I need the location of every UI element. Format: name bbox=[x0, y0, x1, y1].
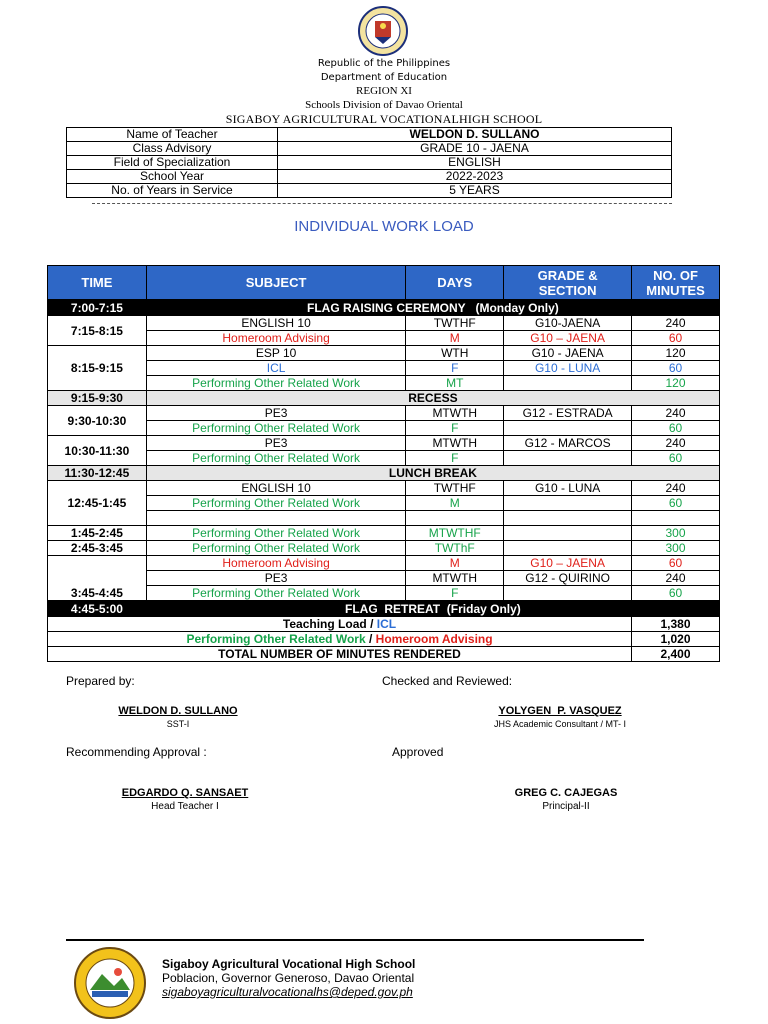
table-row bbox=[48, 451, 720, 466]
col-header-days: DAYS bbox=[406, 266, 504, 300]
info-row bbox=[67, 156, 672, 170]
table-row bbox=[48, 541, 720, 556]
subject-cell: Performing Other Related Work bbox=[146, 586, 406, 601]
deped-seal-logo bbox=[348, 6, 418, 56]
page-title: INDIVIDUAL WORK LOAD bbox=[294, 218, 474, 235]
flag-retreat-label: FLAG RETREAT (Friday Only) bbox=[146, 601, 719, 617]
minutes-cell: 60 bbox=[632, 451, 720, 466]
subject-cell: Performing Other Related Work bbox=[146, 496, 406, 511]
grade-cell bbox=[504, 586, 632, 601]
info-value: 2022-2023 bbox=[278, 170, 672, 184]
info-value: 5 YEARS bbox=[278, 184, 672, 198]
time-cell: 9:15-9:30 bbox=[48, 391, 147, 406]
slash-separator: / bbox=[368, 632, 373, 646]
subject-cell: PE3 bbox=[146, 436, 406, 451]
total-minutes-label: TOTAL NUMBER OF MINUTES RENDERED bbox=[48, 647, 632, 662]
days-cell bbox=[406, 511, 504, 526]
minutes-cell: 300 bbox=[632, 526, 720, 541]
subject-cell: Performing Other Related Work bbox=[146, 526, 406, 541]
table-row bbox=[48, 316, 720, 331]
preparer-title: SST-I bbox=[166, 719, 190, 729]
table-row bbox=[48, 556, 720, 571]
table-row bbox=[48, 511, 720, 526]
days-cell: TWTHF bbox=[406, 316, 504, 331]
subject-cell: Homeroom Advising bbox=[146, 556, 406, 571]
info-row bbox=[67, 170, 672, 184]
table-row bbox=[48, 526, 720, 541]
table-row bbox=[48, 376, 720, 391]
days-cell: MTWTH bbox=[406, 571, 504, 586]
subject-cell: ENGLISH 10 bbox=[146, 481, 406, 496]
teaching-load-text: Teaching Load bbox=[282, 617, 367, 631]
subject-cell: ESP 10 bbox=[146, 346, 406, 361]
grade-cell: G10-JAENA bbox=[504, 316, 632, 331]
time-cell: 7:15-8:15 bbox=[48, 316, 147, 346]
grade-cell bbox=[504, 526, 632, 541]
total-row bbox=[48, 632, 720, 647]
lunch-label: LUNCH BREAK bbox=[146, 466, 719, 481]
minutes-cell: 240 bbox=[632, 406, 720, 421]
flag-raising-row bbox=[48, 300, 720, 316]
grade-cell bbox=[504, 451, 632, 466]
subject-cell: Performing Other Related Work bbox=[146, 376, 406, 391]
days-cell: MT bbox=[406, 376, 504, 391]
time-cell: 10:30-11:30 bbox=[48, 436, 147, 466]
days-cell: MTWTH bbox=[406, 406, 504, 421]
grade-cell: G12 - MARCOS bbox=[504, 436, 632, 451]
footer-school-name: Sigaboy Agricultural Vocational High School bbox=[162, 957, 416, 971]
minutes-cell: 240 bbox=[632, 316, 720, 331]
homeroom-text: Homeroom Advising bbox=[375, 632, 493, 646]
days-cell: M bbox=[406, 556, 504, 571]
table-row bbox=[48, 331, 720, 346]
teacher-info-table bbox=[66, 127, 672, 198]
minutes-cell: 300 bbox=[632, 541, 720, 556]
minutes-cell: 60 bbox=[632, 421, 720, 436]
info-label: Field of Specialization bbox=[67, 156, 278, 170]
info-value: GRADE 10 - JAENA bbox=[278, 142, 672, 156]
subject-cell: Homeroom Advising bbox=[146, 331, 406, 346]
minutes-cell: 240 bbox=[632, 436, 720, 451]
subject-cell: Performing Other Related Work bbox=[146, 451, 406, 466]
grade-cell: G10 – JAENA bbox=[504, 331, 632, 346]
grade-cell bbox=[504, 376, 632, 391]
total-row bbox=[48, 647, 720, 662]
table-row bbox=[48, 421, 720, 436]
subject-cell: PE3 bbox=[146, 571, 406, 586]
preparer-name: WELDON D. SULLANO bbox=[118, 705, 238, 717]
time-cell: 11:30-12:45 bbox=[48, 466, 147, 481]
approver-name: GREG C. CAJEGAS bbox=[514, 787, 618, 799]
days-cell: TWThF bbox=[406, 541, 504, 556]
recommending-approval-label: Recommending Approval : bbox=[66, 745, 207, 759]
minutes-cell: 120 bbox=[632, 346, 720, 361]
checked-reviewed-label: Checked and Reviewed: bbox=[382, 674, 513, 688]
grade-cell: G10 - LUNA bbox=[504, 481, 632, 496]
time-cell: 7:00-7:15 bbox=[48, 300, 147, 316]
porw-text: Performing Other Related Work bbox=[186, 632, 366, 646]
days-cell: M bbox=[406, 331, 504, 346]
footer-address: Poblacion, Governor Generoso, Davao Oriental bbox=[162, 971, 415, 985]
time-cell: 8:15-9:15 bbox=[48, 346, 147, 391]
header-region: REGION XI bbox=[356, 85, 412, 97]
minutes-cell: 120 bbox=[632, 376, 720, 391]
flag-retreat-row bbox=[48, 601, 720, 617]
header-republic: Republic of the Philippines bbox=[317, 58, 451, 69]
days-cell: MTWTHF bbox=[406, 526, 504, 541]
minutes-cell: 60 bbox=[632, 556, 720, 571]
recess-row bbox=[48, 391, 720, 406]
subject-cell: PE3 bbox=[146, 406, 406, 421]
col-header-time: TIME bbox=[48, 266, 147, 300]
checker-title: JHS Academic Consultant / MT- I bbox=[493, 719, 627, 729]
minutes-cell: 60 bbox=[632, 331, 720, 346]
subject-cell: ICL bbox=[146, 361, 406, 376]
time-cell: 12:45-1:45 bbox=[48, 481, 147, 526]
minutes-cell: 240 bbox=[632, 571, 720, 586]
table-row bbox=[48, 496, 720, 511]
minutes-cell: 60 bbox=[632, 586, 720, 601]
info-value: ENGLISH bbox=[278, 156, 672, 170]
header-school-name: SIGABOY AGRICULTURAL VOCATIONALHIGH SCHOOL bbox=[225, 112, 543, 126]
recess-label: RECESS bbox=[146, 391, 719, 406]
days-cell: M bbox=[406, 496, 504, 511]
time-cell: 4:45-5:00 bbox=[48, 601, 147, 617]
info-label: Class Advisory bbox=[67, 142, 278, 156]
info-label: School Year bbox=[67, 170, 278, 184]
subject-cell bbox=[146, 511, 406, 526]
grade-cell bbox=[504, 496, 632, 511]
time-cell: 9:30-10:30 bbox=[48, 406, 147, 436]
dashed-divider bbox=[92, 203, 672, 204]
grade-cell bbox=[504, 511, 632, 526]
checker-name: YOLYGEN P. VASQUEZ bbox=[498, 705, 622, 717]
footer-divider bbox=[66, 939, 644, 941]
grade-cell: G10 – JAENA bbox=[504, 556, 632, 571]
days-cell: WTH bbox=[406, 346, 504, 361]
flag-raising-label: FLAG RAISING CEREMONY (Monday Only) bbox=[146, 300, 719, 316]
school-seal-logo bbox=[70, 946, 150, 1020]
minutes-cell: 60 bbox=[632, 361, 720, 376]
total-minutes-value: 2,400 bbox=[632, 647, 720, 662]
approved-label: Approved bbox=[392, 745, 444, 759]
prepared-by-label: Prepared by: bbox=[66, 674, 135, 688]
minutes-cell: 60 bbox=[632, 496, 720, 511]
lunch-row bbox=[48, 466, 720, 481]
subject-cell: Performing Other Related Work bbox=[146, 541, 406, 556]
minutes-cell bbox=[632, 511, 720, 526]
subject-cell: Performing Other Related Work bbox=[146, 421, 406, 436]
info-label: Name of Teacher bbox=[67, 128, 278, 142]
col-header-minutes: NO. OF MINUTES bbox=[632, 266, 720, 300]
info-row bbox=[67, 128, 672, 142]
icl-text: ICL bbox=[376, 617, 397, 631]
days-cell: F bbox=[406, 451, 504, 466]
time-cell: 3:45-4:45 bbox=[48, 556, 147, 601]
table-row bbox=[48, 361, 720, 376]
grade-cell: G10 - LUNA bbox=[504, 361, 632, 376]
table-row bbox=[48, 346, 720, 361]
grade-cell: G12 - QUIRINO bbox=[504, 571, 632, 586]
header-division: Schools Division of Davao Oriental bbox=[305, 99, 463, 111]
info-row bbox=[67, 142, 672, 156]
grade-cell: G12 - ESTRADA bbox=[504, 406, 632, 421]
info-row bbox=[67, 184, 672, 198]
workload-table bbox=[47, 265, 720, 662]
table-row bbox=[48, 406, 720, 421]
days-cell: F bbox=[406, 586, 504, 601]
table-header-row bbox=[48, 266, 720, 300]
porw-minutes: 1,020 bbox=[632, 632, 720, 647]
col-header-subject: SUBJECT bbox=[146, 266, 406, 300]
slash-separator: / bbox=[370, 617, 374, 631]
days-cell: F bbox=[406, 361, 504, 376]
table-row bbox=[48, 571, 720, 586]
header-department: Department of Education bbox=[320, 72, 448, 83]
info-label: No. of Years in Service bbox=[67, 184, 278, 198]
teaching-load-label bbox=[48, 617, 632, 632]
porw-label bbox=[48, 632, 632, 647]
subject-cell: ENGLISH 10 bbox=[146, 316, 406, 331]
days-cell: TWTHF bbox=[406, 481, 504, 496]
footer-email-link[interactable]: sigaboyagriculturalvocationalhs@deped.gov.ph bbox=[162, 985, 413, 999]
grade-cell bbox=[504, 541, 632, 556]
recommender-name: EDGARDO Q. SANSAET bbox=[121, 787, 249, 799]
time-cell: 2:45-3:45 bbox=[48, 541, 147, 556]
table-row bbox=[48, 481, 720, 496]
days-cell: F bbox=[406, 421, 504, 436]
recommender-title: Head Teacher I bbox=[151, 801, 219, 812]
teaching-load-minutes: 1,380 bbox=[632, 617, 720, 632]
grade-cell bbox=[504, 421, 632, 436]
minutes-cell: 240 bbox=[632, 481, 720, 496]
approver-title: Principal-II bbox=[542, 801, 590, 812]
grade-cell: G10 - JAENA bbox=[504, 346, 632, 361]
table-row bbox=[48, 436, 720, 451]
info-value: WELDON D. SULLANO bbox=[278, 128, 672, 142]
total-row bbox=[48, 617, 720, 632]
col-header-grade: GRADE & SECTION bbox=[504, 266, 632, 300]
days-cell: MTWTH bbox=[406, 436, 504, 451]
table-row bbox=[48, 586, 720, 601]
time-cell: 1:45-2:45 bbox=[48, 526, 147, 541]
